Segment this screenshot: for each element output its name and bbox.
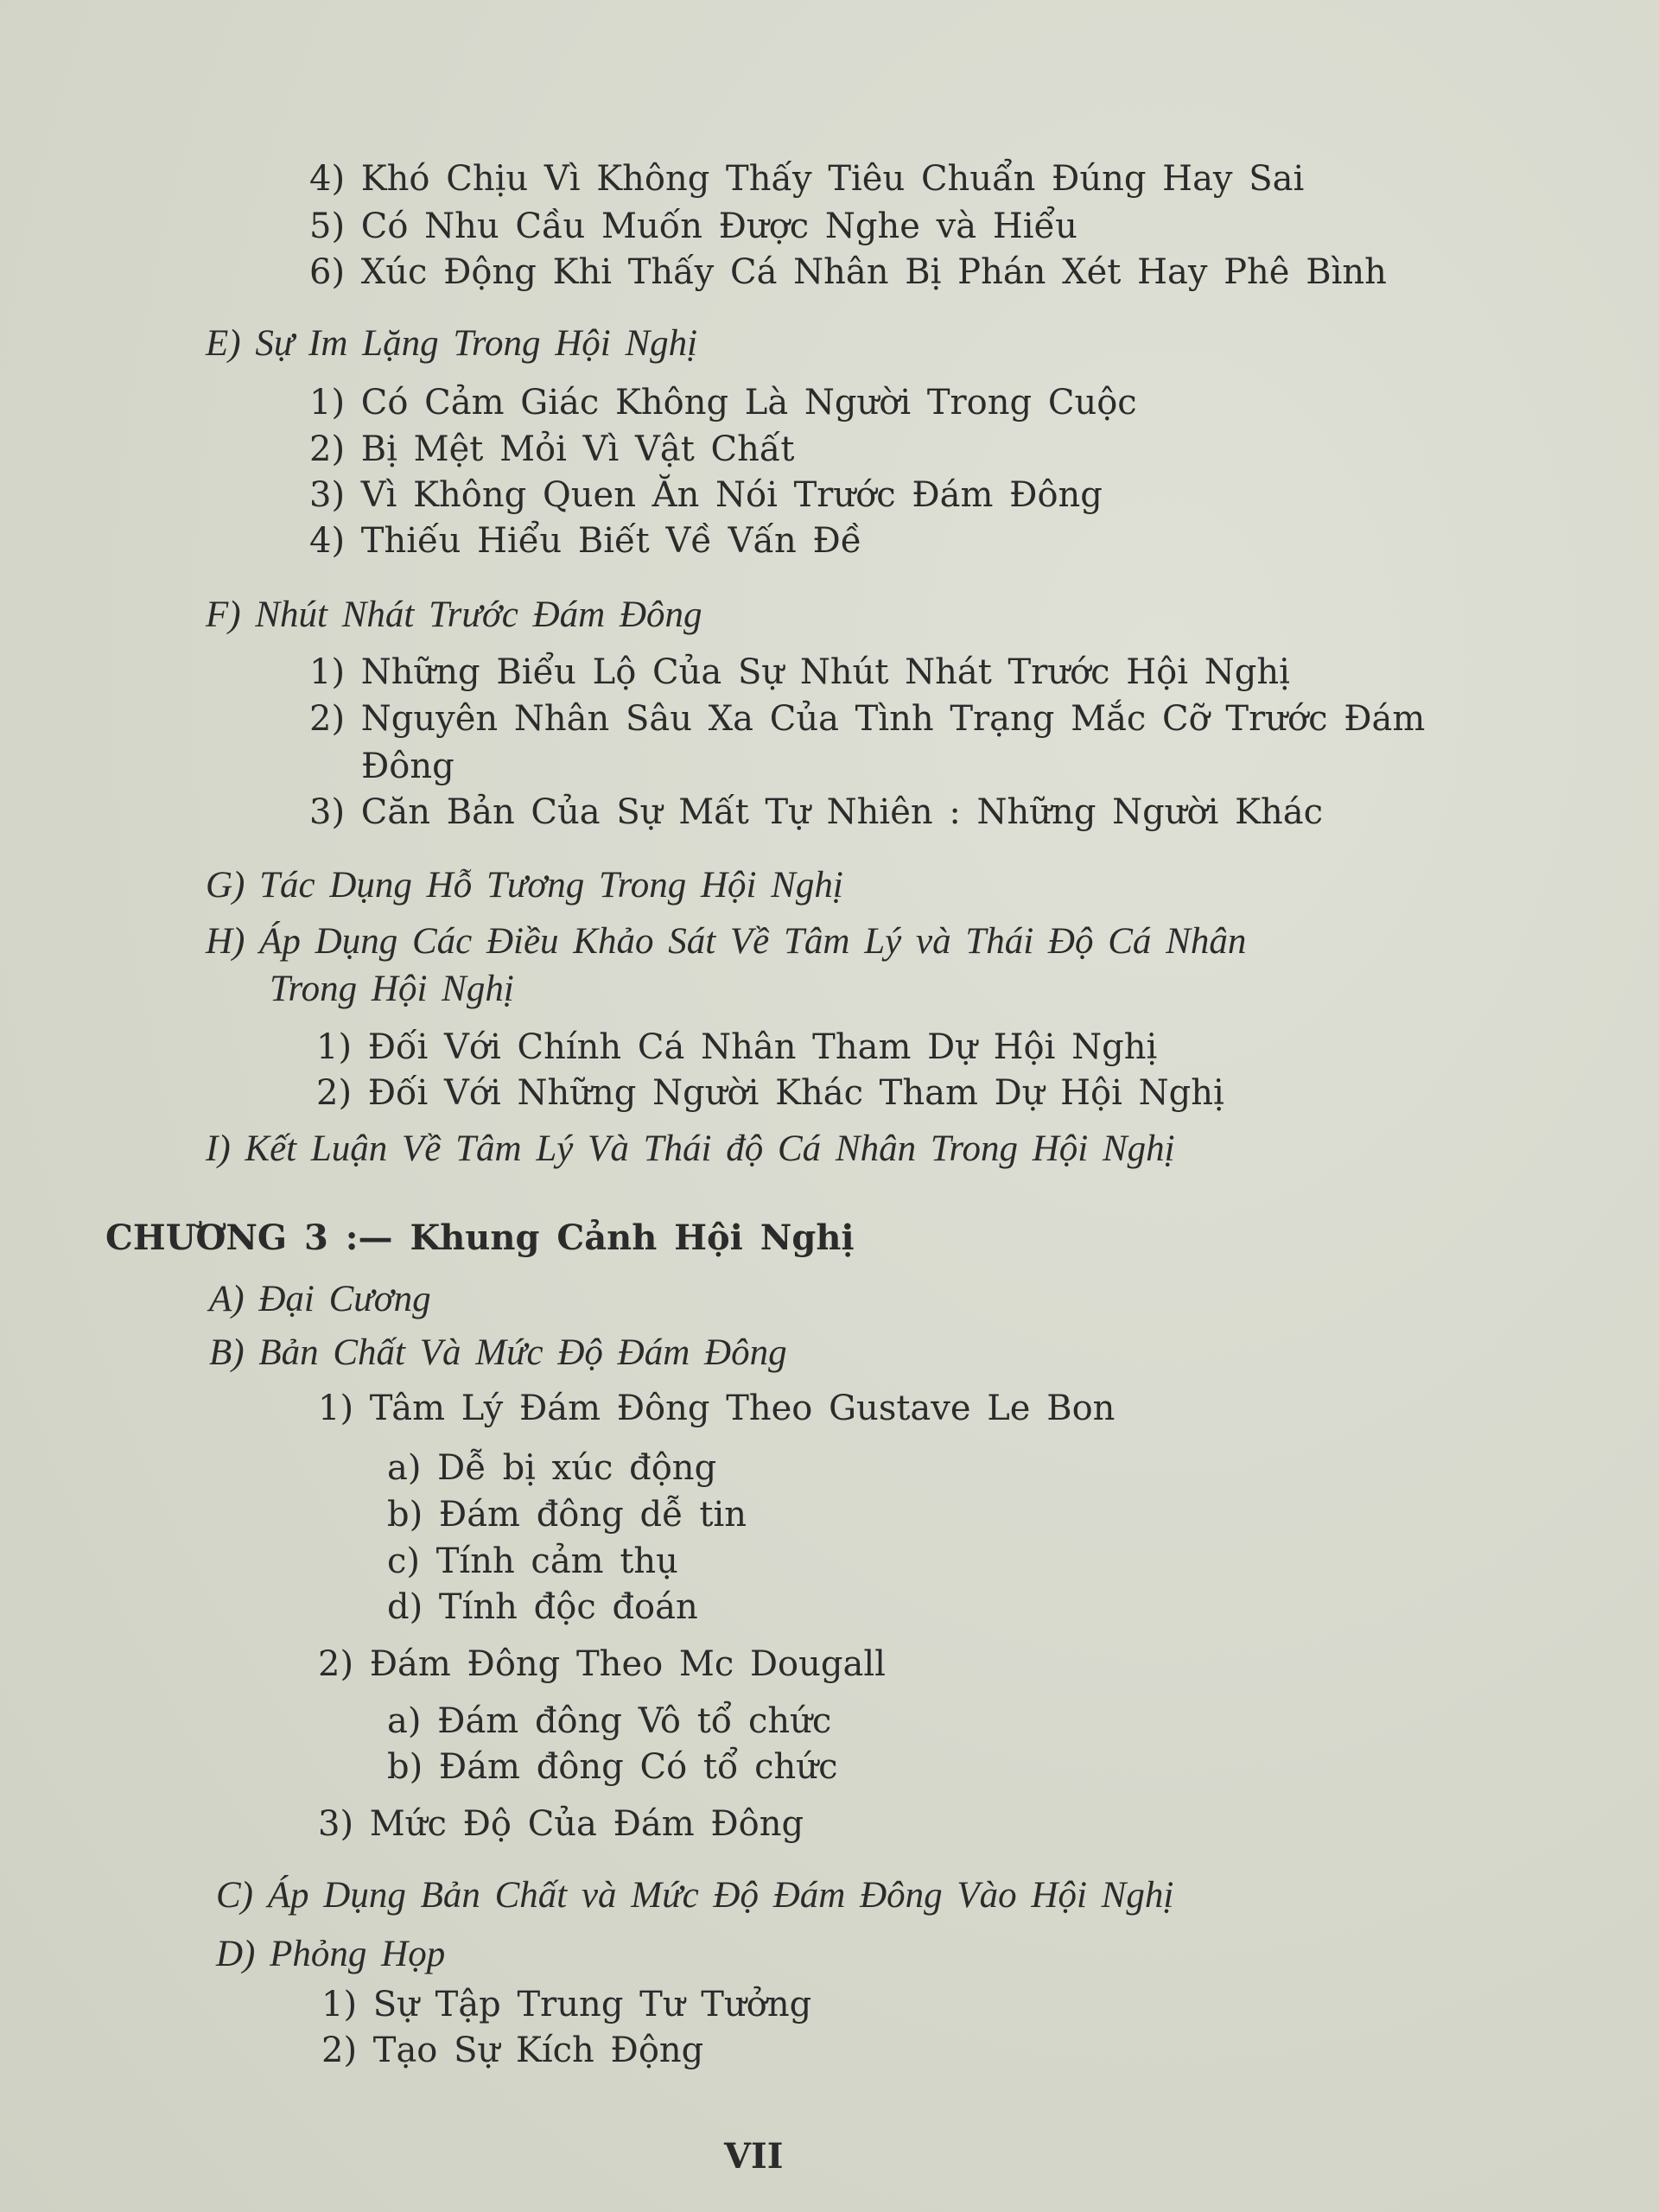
toc-item: 5) Có Nhu Cầu Muốn Được Nghe và Hiểu — [309, 207, 1077, 246]
toc-item: 1) Sự Tập Trung Tư Tưởng — [321, 1985, 812, 2024]
chapter-title: CHƯƠNG 3 :— Khung Cảnh Hội Nghị — [105, 1217, 855, 1258]
toc-item: 1) Có Cảm Giác Không Là Người Trong Cuộc — [309, 383, 1137, 423]
page-number: VII — [724, 2136, 784, 2177]
toc-subitem: c) Tính cảm thụ — [387, 1541, 678, 1581]
section-heading: G) Tác Dụng Hỗ Tương Trong Hội Nghị — [206, 865, 843, 906]
toc-subitem: b) Đám đông dễ tin — [387, 1495, 747, 1535]
toc-item: 1) Tâm Lý Đám Đông Theo Gustave Le Bon — [318, 1389, 1116, 1428]
section-heading-continuation: Trong Hội Nghị — [270, 969, 514, 1009]
toc-item: 3) Vì Không Quen Ăn Nói Trước Đám Đông — [309, 475, 1103, 515]
toc-item-continuation: Đông — [361, 747, 454, 786]
section-heading: B) Bản Chất Và Mức Độ Đám Đông — [209, 1332, 787, 1373]
toc-item: 2) Đối Với Những Người Khác Tham Dự Hội Nghị — [316, 1073, 1224, 1113]
section-heading: C) Áp Dụng Bản Chất và Mức Độ Đám Đông Vào Hội Nghị — [216, 1875, 1174, 1916]
toc-subitem: b) Đám đông Có tổ chức — [387, 1747, 838, 1787]
toc-item: 1) Đối Với Chính Cá Nhân Tham Dự Hội Nghị — [316, 1027, 1158, 1067]
section-heading: D) Phỏng Họp — [216, 1934, 446, 1974]
toc-item: 3) Mức Độ Của Đám Đông — [318, 1804, 804, 1844]
toc-item: 1) Những Biểu Lộ Của Sự Nhút Nhát Trước Hội Nghị — [309, 652, 1290, 692]
toc-item: 6) Xúc Động Khi Thấy Cá Nhân Bị Phán Xét Hay Phê Bình — [309, 252, 1387, 292]
toc-subitem: a) Đám đông Vô tổ chức — [387, 1701, 832, 1741]
section-heading: I) Kết Luận Về Tâm Lý Và Thái độ Cá Nhân Trong Hội Nghị — [206, 1128, 1175, 1169]
toc-subitem: d) Tính độc đoán — [387, 1587, 698, 1627]
toc-item: 2) Bị Mệt Mỏi Vì Vật Chất — [309, 429, 795, 469]
section-heading: E) Sự Im Lặng Trong Hội Nghị — [206, 323, 698, 364]
section-heading: F) Nhút Nhát Trước Đám Đông — [206, 594, 702, 635]
toc-item: 2) Tạo Sự Kích Động — [321, 2031, 704, 2070]
toc-item: 4) Thiếu Hiểu Biết Về Vấn Đề — [309, 521, 862, 561]
toc-item: 2) Đám Đông Theo Mc Dougall — [318, 1644, 886, 1684]
section-heading: A) Đại Cương — [209, 1279, 431, 1319]
toc-item: 4) Khó Chịu Vì Không Thấy Tiêu Chuẩn Đúng Hay Sai — [309, 159, 1305, 199]
toc-item: 2) Nguyên Nhân Sâu Xa Của Tình Trạng Mắc Cỡ Trước Đám — [309, 699, 1426, 739]
toc-item: 3) Căn Bản Của Sự Mất Tự Nhiên : Những Người Khác — [309, 792, 1323, 832]
toc-subitem: a) Dễ bị xúc động — [387, 1448, 717, 1488]
section-heading: H) Áp Dụng Các Điều Khảo Sát Về Tâm Lý và Thái Độ Cá Nhân — [206, 921, 1247, 962]
